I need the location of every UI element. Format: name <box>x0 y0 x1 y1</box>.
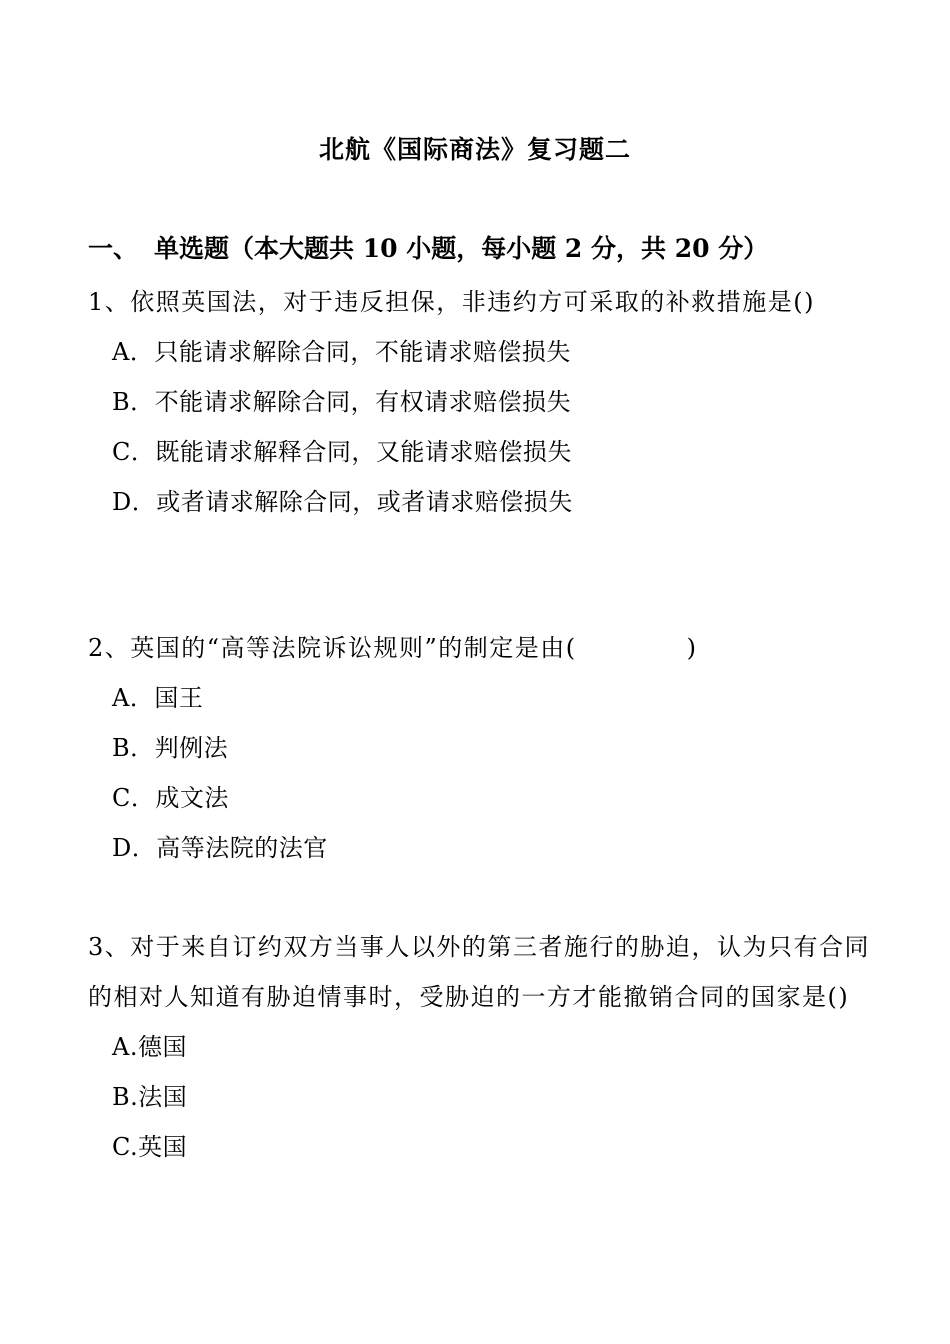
option-a <box>88 1022 870 1072</box>
option-letter: A. <box>112 1033 138 1061</box>
option-text: 或者请求解除合同，或者请求赔偿损失 <box>156 488 573 516</box>
option-a <box>88 327 870 377</box>
option-text: 德国 <box>137 1033 187 1061</box>
option-text: 只能请求解除合同，不能请求赔偿损失 <box>154 338 571 366</box>
question-stem-close: ) <box>686 634 698 662</box>
question-3 <box>88 922 870 1172</box>
option-b <box>88 377 870 427</box>
page-title: 北航《国际商法》复习题二 <box>318 135 631 164</box>
option-c <box>88 427 870 477</box>
option-text: 不能请求解除合同，有权请求赔偿损失 <box>154 388 572 416</box>
question-2 <box>88 623 870 873</box>
question-stem: 1、依照英国法，对于违反担保，非违约方可采取的补救措施是() <box>88 288 815 316</box>
option-letter: C. <box>112 1133 139 1161</box>
option-letter: B. <box>112 1083 139 1111</box>
option-c <box>88 773 870 823</box>
question-stem-text: 2、英国的“高等法院诉讼规则”的制定是由( <box>88 634 577 662</box>
option-text: 既能请求解释合同，又能请求赔偿损失 <box>155 438 572 466</box>
option-letter: D． <box>112 488 157 516</box>
option-text: 英国 <box>138 1133 188 1161</box>
option-b <box>88 723 870 773</box>
option-letter: A． <box>112 338 155 366</box>
question-stem: 3、对于来自订约双方当事人以外的第三者施行的胁迫，认为只有合同的相对人知道有胁迫情事时，受胁迫的一方才能撤销合同的国家是() <box>88 933 870 1011</box>
option-letter: D． <box>112 834 157 862</box>
option-d <box>88 477 870 527</box>
option-c <box>88 1122 870 1172</box>
option-text: 判例法 <box>154 734 229 762</box>
option-letter: C． <box>112 438 156 466</box>
option-text: 国王 <box>154 684 204 712</box>
question-1 <box>88 277 870 527</box>
section-number: 一、 <box>88 234 139 263</box>
option-text: 成文法 <box>155 784 229 812</box>
option-d <box>88 823 870 873</box>
option-text: 法国 <box>138 1083 188 1111</box>
question-stem <box>88 623 870 673</box>
option-letter: B． <box>112 734 155 762</box>
section-heading <box>88 233 768 265</box>
option-letter: A． <box>112 684 155 712</box>
option-b <box>88 1072 870 1122</box>
option-a <box>88 673 870 723</box>
section-heading-text: 单选题（本大题共 10 小题，每小题 2 分，共 20 分） <box>154 234 769 263</box>
option-letter: C． <box>112 784 156 812</box>
option-letter: B． <box>112 388 155 416</box>
option-text: 高等法院的法官 <box>156 834 328 862</box>
